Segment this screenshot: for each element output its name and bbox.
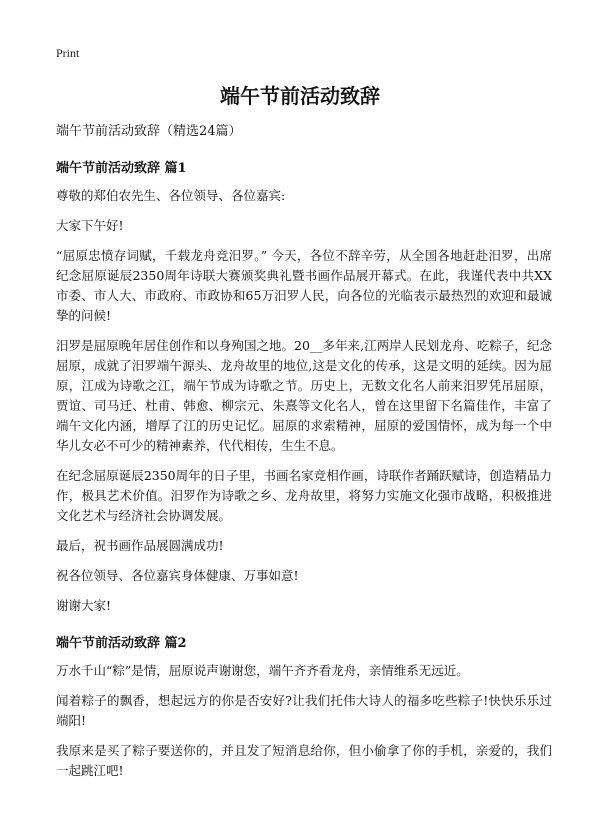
paragraph: 祝各位领导、各位嘉宾身体健康、万事如意! — [56, 568, 299, 583]
paragraph: 尊敬的郑伯农先生、各位领导、各位嘉宾: — [56, 188, 286, 203]
paragraph: 闻着粽子的飘香，想起远方的你是否安好?让我们托伟大诗人的福多吃些粽子!快快乐乐过端阳! — [56, 693, 552, 728]
section-heading-1: 端午节前活动致辞 篇1 — [56, 161, 187, 176]
paragraph: “屈原忠愤存词赋，千载龙舟竞汨罗。” 今天，各位不辞辛劳，从全国各地赶赴汨罗，出席纪念屈原诞辰2350周年诗联大赛颁奖典礼暨书画作品展开幕式。在此，我谨代表中共XX市委、市人大、市政府、市政协和65万汨罗人民，向各位的光临表示最热烈的欢迎和最诚挚的问候! — [56, 248, 552, 323]
paragraph: 最后，祝书画作品展圆满成功! — [56, 538, 224, 553]
paragraph: 谢谢大家! — [56, 598, 112, 613]
paragraph: 万水千山“粽”是情，屈原说声谢谢您，端午齐齐看龙舟，亲情维系无远近。 — [56, 663, 469, 678]
section-heading-2: 端午节前活动致辞 篇2 — [56, 636, 187, 651]
paragraph: 在纪念屈原诞辰2350周年的日子里，书画名家竞相作画，诗联作者踊跃赋诗，创造精品力作，极具艺术价值。汨罗作为诗歌之乡、龙舟故里，将努力实施文化强市战略，积极推进文化艺术与经济社会协调发展。 — [56, 468, 552, 523]
paragraph: 大家下午好! — [56, 218, 124, 233]
paragraph: 我原来是买了粽子要送你的，并且发了短消息给你，但小偷拿了你的手机，亲爱的，我们一起跳江吧! — [56, 743, 552, 778]
paragraph: 汨罗是屈原晚年居住创作和以身殉国之地。20__多年来,江两岸人民划龙舟、吃粽子，纪念屈原，成就了汨罗端午源头、龙舟故里的地位,这是文化的传承，这是文明的延续。因为屈原，江成为诗歌之江，端午节成为诗歌之节。历史上，无数文化名人前来汨罗凭吊屈原，贾谊、司马迁、杜甫、韩愈、柳宗元、朱熹等文化名人，曾在这里留下名篇佳作，丰富了端午文化内涵，增厚了江的历史记忆。屈原的求索精神，屈原的爱国情怀，成为每一个中华儿女必不可少的精神素养，代代相传，生生不息。 — [56, 338, 552, 453]
page-title: 端午节前活动致辞 — [220, 84, 380, 108]
print-label[interactable]: Print — [56, 46, 80, 60]
document-subtitle: 端午节前活动致辞（精选24篇） — [56, 124, 242, 139]
document-body — [56, 120, 552, 791]
